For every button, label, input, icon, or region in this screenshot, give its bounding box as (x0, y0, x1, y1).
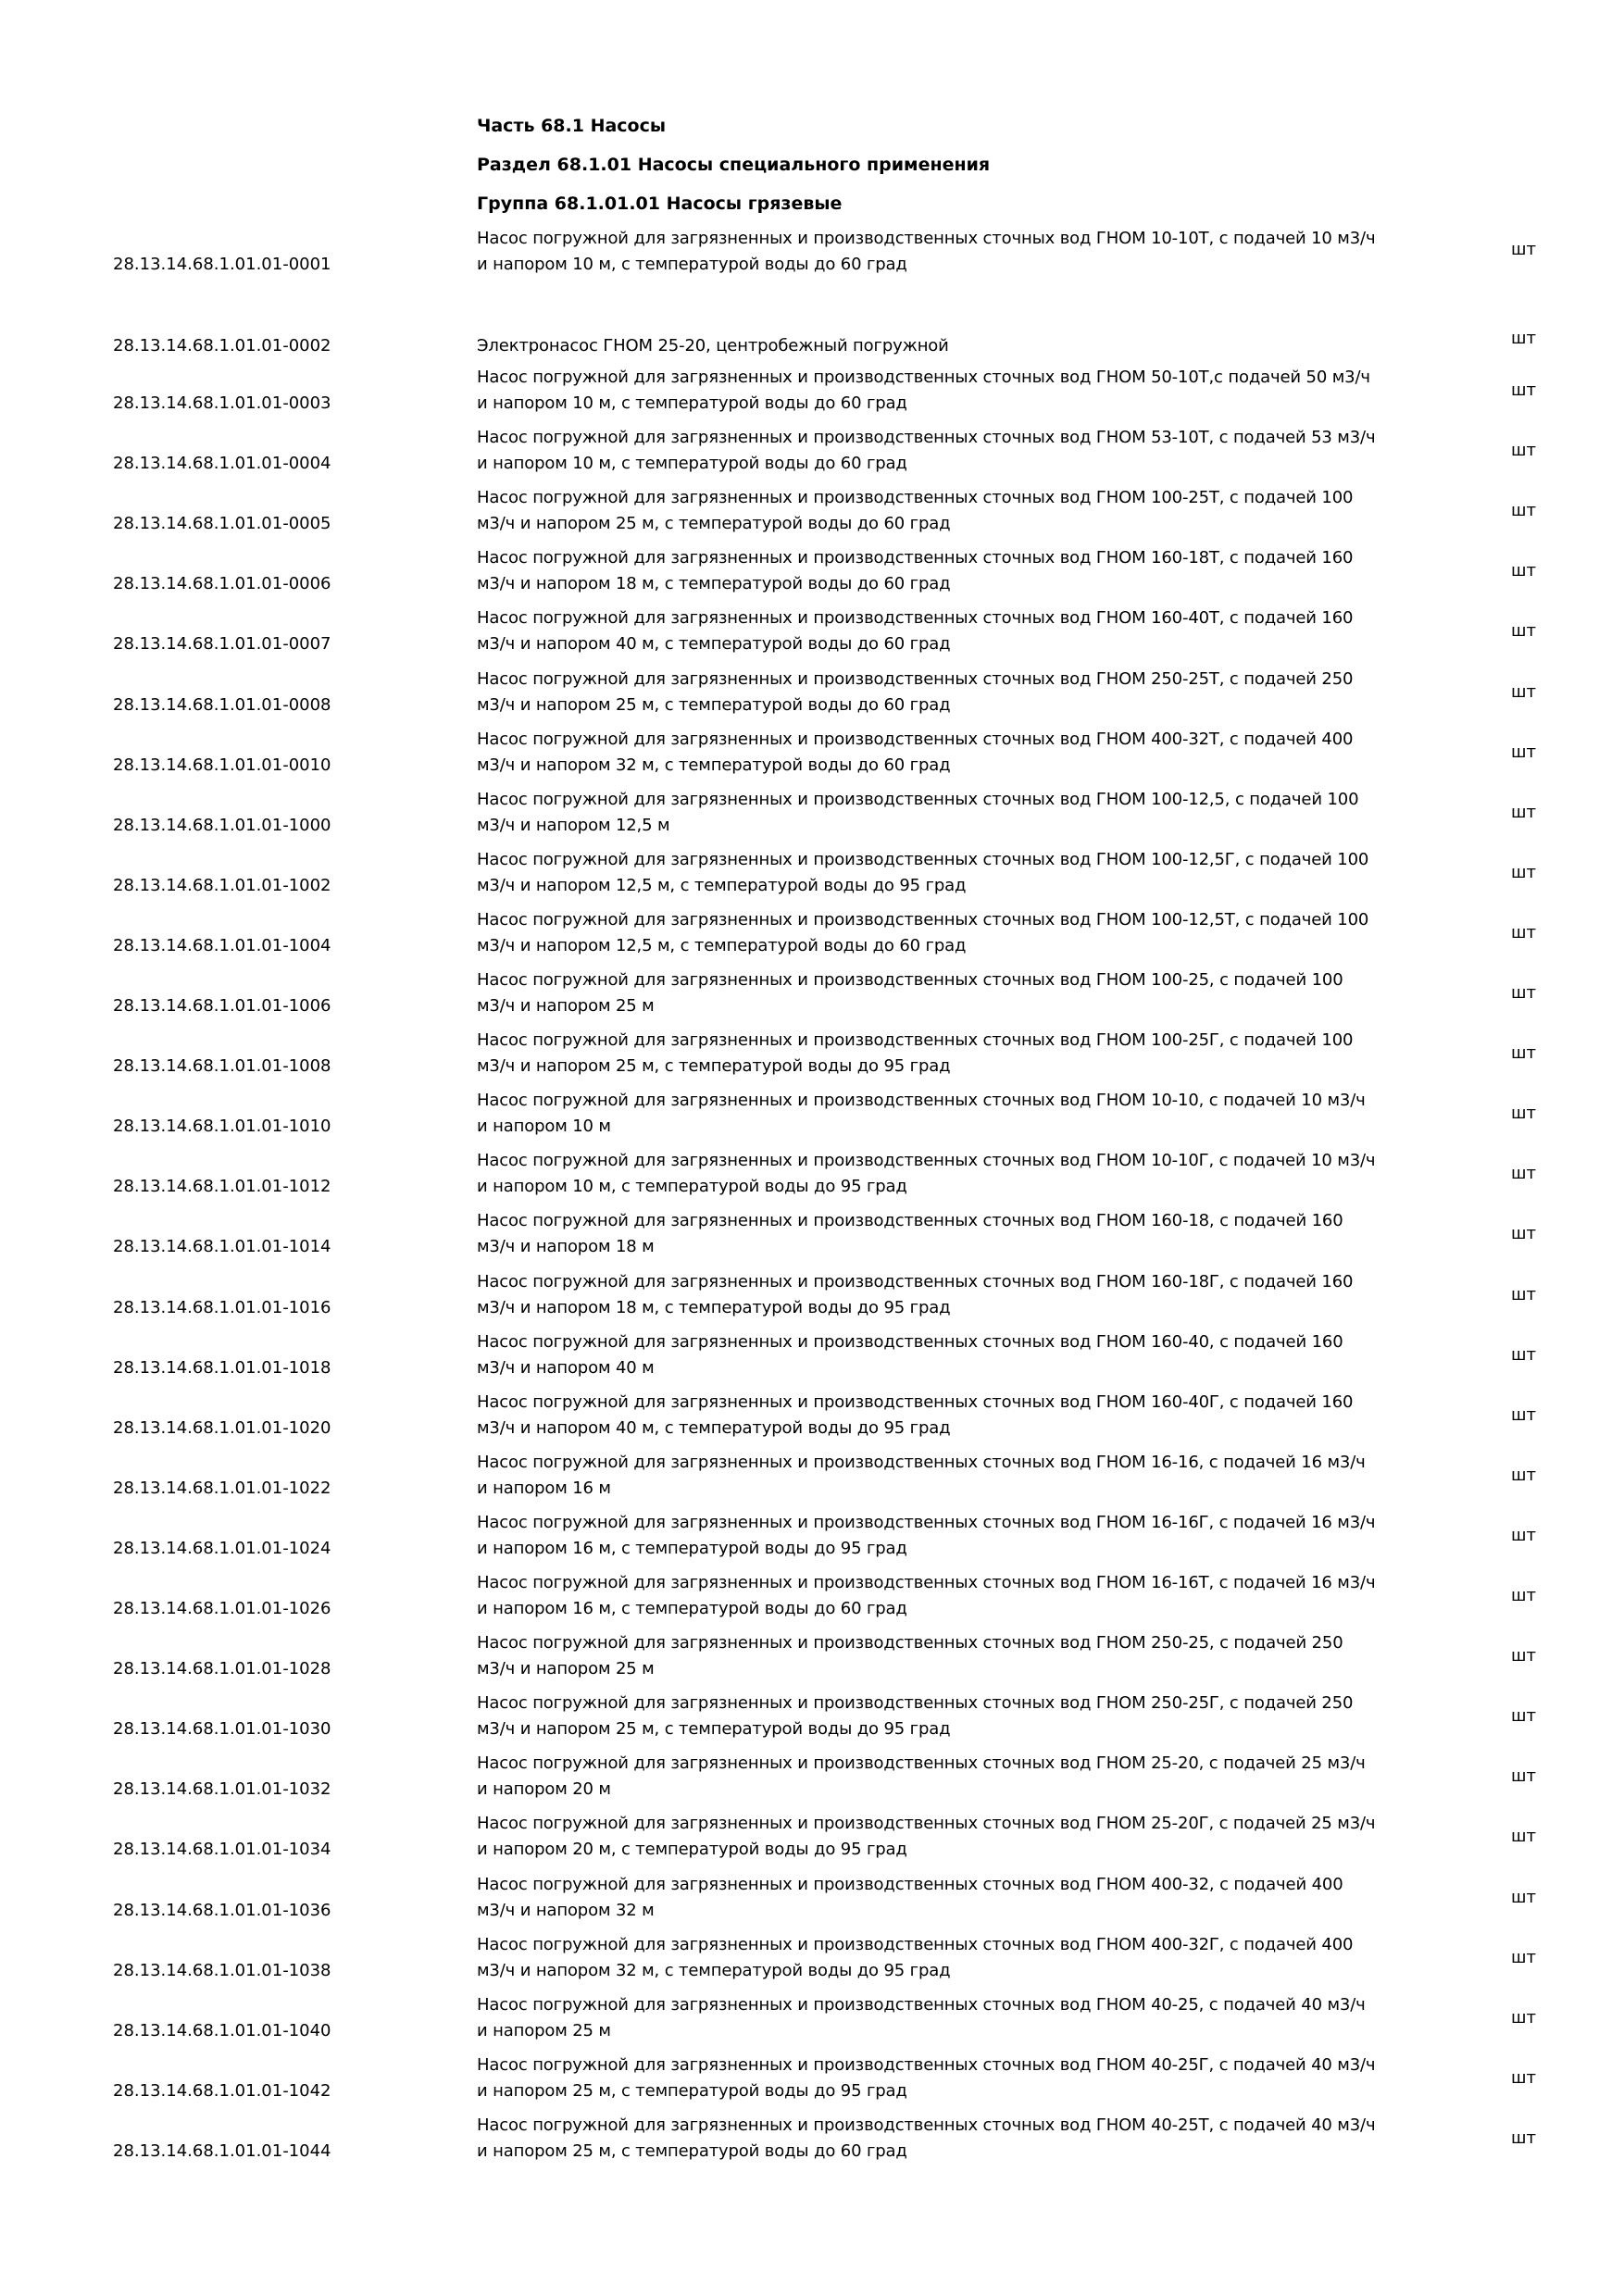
resource-description (477, 967, 1458, 1019)
resource-code: 28.13.14.68.1.01.01-1028 (113, 1659, 331, 1679)
unit-of-measure: шт (1511, 983, 1536, 1003)
unit-of-measure: шт (1511, 1344, 1536, 1365)
description-line-1: Насос погружной для загрязненных и производственных сточных вод ГНОМ 160-18Г, с подачей 160 (477, 1271, 1354, 1292)
resource-code: 28.13.14.68.1.01.01-1010 (113, 1117, 331, 1137)
resource-code: 28.13.14.68.1.01.01-1012 (113, 1177, 331, 1197)
description-line-1: Насос погружной для загрязненных и производственных сточных вод ГНОМ 160-40Г, с подачей 160 (477, 1391, 1354, 1412)
resource-code: 28.13.14.68.1.01.01-0001 (113, 255, 331, 274)
unit-of-measure: шт (1511, 1284, 1536, 1304)
unit-of-measure: шт (1511, 1043, 1536, 1064)
unit-of-measure: шт (1511, 1164, 1536, 1184)
description-line-2: и напором 16 м (477, 1478, 611, 1498)
description-line-2: м3/ч и напором 25 м, с температурой воды до 95 град (477, 1719, 951, 1740)
description-line-2: м3/ч и напором 40 м, с температурой воды до 95 град (477, 1417, 951, 1438)
resource-code: 28.13.14.68.1.01.01-1002 (113, 875, 331, 895)
description-line-2: и напором 10 м, с температурой воды до 60 град (477, 255, 907, 274)
description-line-1: Насос погружной для загрязненных и производственных сточных вод ГНОМ 16-16, с подачей 16 м3/ч (477, 1452, 1366, 1472)
resource-description (477, 847, 1458, 899)
unit-of-measure: шт (1511, 1827, 1536, 1847)
resource-description (477, 1148, 1458, 1200)
description-line-2: м3/ч и напором 18 м, с температурой воды до 95 град (477, 1297, 951, 1317)
unit-of-measure: шт (1511, 1104, 1536, 1124)
description-line-2: м3/ч и напором 25 м, с температурой воды до 60 град (477, 514, 951, 534)
resource-code: 28.13.14.68.1.01.01-1008 (113, 1056, 331, 1077)
description-line-2: и напором 25 м (477, 2020, 611, 2040)
unit-of-measure: шт (1511, 501, 1536, 521)
resource-description (477, 1751, 1458, 1803)
unit-of-measure: шт (1511, 1586, 1536, 1605)
resource-code: 28.13.14.68.1.01.01-1038 (113, 1960, 331, 1980)
unit-of-measure: шт (1511, 1887, 1536, 1907)
resource-description (477, 1872, 1458, 1924)
description-line-1: Насос погружной для загрязненных и производственных сточных вод ГНОМ 400-32, с подачей 400 (477, 1874, 1343, 1894)
description-line-2: и напором 20 м, с температурой воды до 95 град (477, 1840, 907, 1860)
description-line-2: и напором 25 м, с температурой воды до 95 град (477, 2080, 907, 2101)
resource-description (477, 1028, 1458, 1079)
description-line-1: Насос погружной для загрязненных и производственных сточных вод ГНОМ 53-10Т, с подачей 53 м3/ч (477, 428, 1376, 448)
unit-of-measure: шт (1511, 1525, 1536, 1545)
description-line-1: Насос погружной для загрязненных и производственных сточных вод ГНОМ 100-12,5, с подачей 100 (477, 789, 1359, 809)
description-line-1: Насос погружной для загрязненных и производственных сточных вод ГНОМ 250-25, с подачей 250 (477, 1633, 1343, 1653)
resource-description (477, 1088, 1458, 1140)
unit-of-measure: шт (1511, 240, 1536, 259)
unit-of-measure: шт (1511, 329, 1536, 348)
description-line-1: Насос погружной для загрязненных и производственных сточных вод ГНОМ 25-20, с подачей 25 м3/ч (477, 1753, 1366, 1774)
resource-description (477, 727, 1458, 779)
resource-description (477, 605, 1458, 657)
description-line-1: Насос погружной для загрязненных и производственных сточных вод ГНОМ 400-32Г, с подачей 400 (477, 1934, 1354, 1954)
description-line-2: м3/ч и напором 32 м, с температурой воды до 60 град (477, 755, 951, 775)
resource-description (477, 226, 1458, 278)
description-line-1: Электронасос ГНОМ 25-20, центробежный погружной (477, 336, 949, 356)
resource-description (477, 1811, 1458, 1863)
resource-code: 28.13.14.68.1.01.01-1014 (113, 1237, 331, 1257)
description-line-2: и напором 10 м, с температурой воды до 60 град (477, 454, 907, 474)
unit-of-measure: шт (1511, 1404, 1536, 1425)
description-line-2: м3/ч и напором 18 м, с температурой воды до 60 град (477, 574, 951, 594)
unit-of-measure: шт (1511, 561, 1536, 581)
resource-description (477, 1329, 1458, 1381)
description-line-2: м3/ч и напором 25 м (477, 996, 655, 1016)
resource-code: 28.13.14.68.1.01.01-1044 (113, 2140, 331, 2161)
description-line-1: Насос погружной для загрязненных и производственных сточных вод ГНОМ 250-25Г, с подачей 250 (477, 1693, 1354, 1714)
description-line-2: м3/ч и напором 25 м, с температурой воды до 60 град (477, 694, 951, 715)
resource-code: 28.13.14.68.1.01.01-1004 (113, 935, 331, 955)
unit-of-measure: шт (1511, 1465, 1536, 1485)
description-line-1: Насос погружной для загрязненных и производственных сточных вод ГНОМ 400-32Т, с подачей 400 (477, 729, 1354, 749)
resource-description (477, 1510, 1458, 1562)
description-line-1: Насос погружной для загрязненных и производственных сточных вод ГНОМ 160-40Т, с подачей 160 (477, 608, 1354, 629)
unit-of-measure: шт (1511, 381, 1536, 400)
description-line-2: м3/ч и напором 32 м, с температурой воды до 95 град (477, 1960, 951, 1980)
unit-of-measure: шт (1511, 1947, 1536, 1967)
resource-code: 28.13.14.68.1.01.01-1030 (113, 1719, 331, 1740)
unit-of-measure: шт (1511, 862, 1536, 882)
resource-code: 28.13.14.68.1.01.01-1018 (113, 1357, 331, 1378)
resource-description (477, 425, 1458, 477)
description-line-2: м3/ч и напором 40 м, с температурой воды до 60 град (477, 634, 951, 655)
description-line-1: Насос погружной для загрязненных и производственных сточных вод ГНОМ 50-10Т,с подачей 50 м3/ч (477, 368, 1370, 387)
description-line-1: Насос погружной для загрязненных и производственных сточных вод ГНОМ 16-16Г, с подачей 16 м3/ч (477, 1512, 1376, 1532)
unit-of-measure: шт (1511, 2007, 1536, 2028)
resource-description (477, 907, 1458, 959)
unit-of-measure: шт (1511, 1706, 1536, 1727)
group-heading: Группа 68.1.01.01 Насосы грязевые (477, 193, 843, 214)
resource-code: 28.13.14.68.1.01.01-1040 (113, 2020, 331, 2040)
unit-of-measure: шт (1511, 621, 1536, 642)
description-line-1: Насос погружной для загрязненных и производственных сточных вод ГНОМ 100-25Г, с подачей 100 (477, 1030, 1354, 1051)
description-line-1: Насос погружной для загрязненных и производственных сточных вод ГНОМ 160-40, с подачей 160 (477, 1331, 1343, 1352)
resource-description (477, 1992, 1458, 2044)
description-line-1: Насос погружной для загрязненных и производственных сточных вод ГНОМ 250-25Т, с подачей 250 (477, 668, 1354, 689)
description-line-1: Насос погружной для загрязненных и производственных сточных вод ГНОМ 100-25, с подачей 100 (477, 970, 1343, 990)
resource-description (477, 1390, 1458, 1441)
resource-code: 28.13.14.68.1.01.01-1006 (113, 996, 331, 1016)
resource-code: 28.13.14.68.1.01.01-1034 (113, 1840, 331, 1860)
description-line-2: и напором 20 м (477, 1779, 611, 1800)
description-line-2: м3/ч и напором 12,5 м, с температурой воды до 95 град (477, 875, 967, 895)
unit-of-measure: шт (1511, 1766, 1536, 1787)
description-line-1: Насос погружной для загрязненных и производственных сточных вод ГНОМ 40-25Т, с подачей 40 м3/ч (477, 2115, 1376, 2135)
resource-description (477, 365, 1458, 417)
description-line-1: Насос погружной для загрязненных и производственных сточных вод ГНОМ 10-10Т, с подачей 10 м3/ч (477, 229, 1376, 248)
resource-description (477, 1208, 1458, 1260)
resource-description (477, 1691, 1458, 1742)
resource-description (477, 667, 1458, 718)
resource-code: 28.13.14.68.1.01.01-0003 (113, 393, 331, 413)
description-line-1: Насос погружной для загрязненных и производственных сточных вод ГНОМ 160-18, с подачей 160 (477, 1211, 1343, 1231)
description-line-2: и напором 10 м (477, 1117, 611, 1137)
description-line-2: и напором 25 м, с температурой воды до 60 град (477, 2140, 907, 2161)
resource-code: 28.13.14.68.1.01.01-1036 (113, 1900, 331, 1920)
resource-code: 28.13.14.68.1.01.01-1042 (113, 2080, 331, 2101)
resource-code: 28.13.14.68.1.01.01-0008 (113, 694, 331, 715)
resource-description (477, 1570, 1458, 1622)
description-line-2: м3/ч и напором 32 м (477, 1900, 655, 1920)
resource-description (477, 1932, 1458, 1984)
description-line-1: Насос погружной для загрязненных и производственных сточных вод ГНОМ 160-18Т, с подачей 160 (477, 548, 1354, 568)
resource-description (477, 333, 1458, 359)
unit-of-measure: шт (1511, 1646, 1536, 1666)
resource-description (477, 2053, 1458, 2104)
description-line-2: и напором 10 м, с температурой воды до 60 град (477, 393, 907, 413)
section-heading: Раздел 68.1.01 Насосы специального применения (477, 155, 991, 175)
resource-code: 28.13.14.68.1.01.01-1024 (113, 1538, 331, 1558)
description-line-1: Насос погружной для загрязненных и производственных сточных вод ГНОМ 10-10, с подачей 10 м3/ч (477, 1091, 1366, 1111)
resource-code: 28.13.14.68.1.01.01-1026 (113, 1599, 331, 1618)
resource-description (477, 1269, 1458, 1321)
description-line-2: м3/ч и напором 25 м (477, 1659, 655, 1679)
unit-of-measure: шт (1511, 922, 1536, 942)
resource-code: 28.13.14.68.1.01.01-0004 (113, 454, 331, 474)
unit-of-measure: шт (1511, 802, 1536, 822)
description-line-1: Насос погружной для загрязненных и производственных сточных вод ГНОМ 16-16Т, с подачей 16 м3/ч (477, 1573, 1376, 1592)
description-line-2: м3/ч и напором 40 м (477, 1357, 655, 1378)
unit-of-measure: шт (1511, 681, 1536, 702)
description-line-1: Насос погружной для загрязненных и производственных сточных вод ГНОМ 100-25Т, с подачей 100 (477, 488, 1354, 508)
resource-code: 28.13.14.68.1.01.01-1000 (113, 815, 331, 835)
resource-description (477, 1630, 1458, 1682)
unit-of-measure: шт (1511, 2128, 1536, 2148)
part-heading: Часть 68.1 Насосы (477, 116, 667, 136)
description-line-1: Насос погружной для загрязненных и производственных сточных вод ГНОМ 40-25Г, с подачей 40 м3/ч (477, 2054, 1376, 2075)
resource-code: 28.13.14.68.1.01.01-0006 (113, 574, 331, 594)
unit-of-measure: шт (1511, 2067, 1536, 2088)
description-line-2: м3/ч и напором 12,5 м, с температурой воды до 60 град (477, 935, 967, 955)
unit-of-measure: шт (1511, 1224, 1536, 1244)
resource-code: 28.13.14.68.1.01.01-0002 (113, 336, 331, 356)
description-line-1: Насос погружной для загрязненных и производственных сточных вод ГНОМ 100-12,5Г, с подачей 100 (477, 849, 1369, 869)
resource-description (477, 485, 1458, 537)
resource-description (477, 1450, 1458, 1502)
description-line-1: Насос погружной для загрязненных и производственных сточных вод ГНОМ 25-20Г, с подачей 25 м3/ч (477, 1814, 1376, 1834)
description-line-2: и напором 16 м, с температурой воды до 95 град (477, 1538, 907, 1558)
unit-of-measure: шт (1511, 742, 1536, 762)
resource-code: 28.13.14.68.1.01.01-0010 (113, 755, 331, 775)
resource-code: 28.13.14.68.1.01.01-1016 (113, 1297, 331, 1317)
resource-code: 28.13.14.68.1.01.01-1032 (113, 1779, 331, 1800)
resource-code: 28.13.14.68.1.01.01-1020 (113, 1417, 331, 1438)
resource-description (477, 545, 1458, 597)
description-line-2: м3/ч и напором 25 м, с температурой воды до 95 град (477, 1056, 951, 1077)
description-line-1: Насос погружной для загрязненных и производственных сточных вод ГНОМ 100-12,5Т, с подачей 100 (477, 909, 1369, 930)
resource-description (477, 787, 1458, 839)
description-line-1: Насос погружной для загрязненных и производственных сточных вод ГНОМ 10-10Г, с подачей 10 м3/ч (477, 1151, 1376, 1171)
resource-code: 28.13.14.68.1.01.01-1022 (113, 1478, 331, 1498)
resource-code: 28.13.14.68.1.01.01-0005 (113, 514, 331, 534)
description-line-2: и напором 10 м, с температурой воды до 95 град (477, 1177, 907, 1197)
description-line-2: м3/ч и напором 12,5 м (477, 815, 670, 835)
resource-description (477, 2113, 1458, 2165)
description-line-2: и напором 16 м, с температурой воды до 60 град (477, 1599, 907, 1618)
description-line-1: Насос погружной для загрязненных и производственных сточных вод ГНОМ 40-25, с подачей 40 м3/ч (477, 1994, 1366, 2015)
resource-code: 28.13.14.68.1.01.01-0007 (113, 634, 331, 655)
description-line-2: м3/ч и напором 18 м (477, 1237, 655, 1257)
unit-of-measure: шт (1511, 441, 1536, 461)
